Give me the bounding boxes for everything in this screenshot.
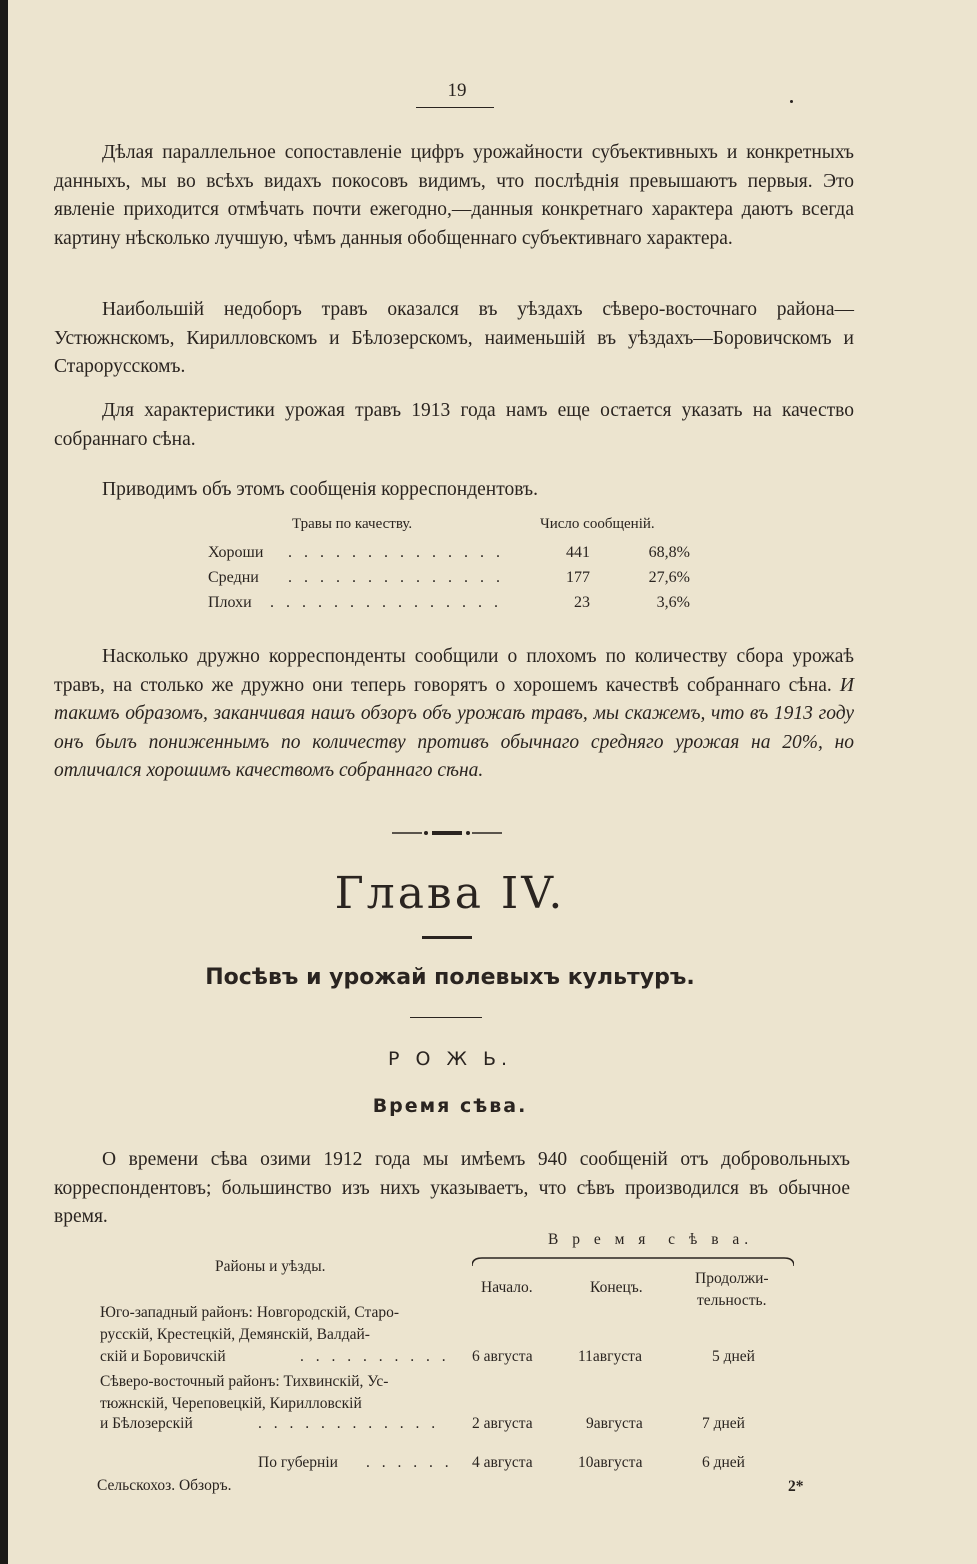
col-duration-header-1: Продолжи- bbox=[695, 1270, 769, 1287]
region-line-3: скій и Боровичскій bbox=[100, 1348, 226, 1365]
paragraph-4: Приводимъ объ этомъ сообщенія корреспондентовъ. bbox=[102, 479, 538, 500]
sowing-duration: 6 дней bbox=[702, 1454, 745, 1471]
leader-dots: . . . . . . . . . . bbox=[300, 1348, 450, 1365]
region-total: По губерніи bbox=[258, 1454, 338, 1471]
col-end-header: Конецъ. bbox=[590, 1279, 643, 1296]
chapter-title: Глава IV. bbox=[334, 868, 566, 919]
sowing-start: 6 августа bbox=[472, 1348, 533, 1365]
subsection-title: Время сѣва. bbox=[372, 1095, 528, 1117]
quality-count: 23 bbox=[574, 594, 590, 611]
quality-row bbox=[208, 544, 708, 568]
page-number: 19 bbox=[447, 80, 467, 101]
leader-dots: . . . . . . . . . . . . bbox=[258, 1415, 440, 1432]
quality-count: 177 bbox=[566, 569, 590, 586]
region-line-1: Юго-западный районъ: Новгородскій, Старо- bbox=[100, 1304, 400, 1321]
group-brace bbox=[472, 1254, 794, 1268]
quality-row bbox=[208, 569, 708, 593]
ornament-divider bbox=[392, 826, 502, 840]
quality-label: Плохи bbox=[208, 594, 252, 611]
paragraph-1: Дѣлая параллельное сопоставленіе цифръ урожайности субъективныхъ и конкретныхъ данныхъ, мы во всѣхъ видахъ покосовъ видимъ, что послѣднія превышаютъ первыя. Это явленіе приходится отмѣчать почти ежегодно,—данныя конкретнаго характера даютъ всегда картину нѣсколько лучшую, чѣмъ данныя обобщеннаго субъективнаго характера. bbox=[54, 142, 854, 249]
quality-label: Хороши bbox=[208, 544, 264, 561]
region-line-3: и Бѣлозерскій bbox=[100, 1415, 193, 1432]
col-start-header: Начало. bbox=[481, 1279, 533, 1296]
chapter-rule bbox=[422, 936, 472, 939]
page-number-rule bbox=[416, 107, 494, 108]
leader-dots: . . . . . . . . . . . . . . bbox=[288, 569, 504, 586]
footer-title: Сельскохоз. Обзоръ. bbox=[97, 1477, 232, 1494]
paragraph-5-plain: Насколько дружно корреспонденты сообщили о плохомъ по количеству сбора урожаѣ травъ, на столько же дружно они теперь говорятъ о хорошемъ качествѣ собраннаго сѣна. bbox=[54, 646, 854, 696]
col-duration-header-2: тельность. bbox=[697, 1292, 767, 1309]
quality-count: 441 bbox=[566, 544, 590, 561]
quality-pct: 68,8% bbox=[648, 544, 690, 561]
quality-pct: 3,6% bbox=[656, 594, 690, 611]
signature-mark: 2* bbox=[788, 1478, 804, 1495]
paragraph-5-italic: И такимъ образомъ, заканчивая нашъ обзоръ объ урожаѣ травъ, мы скажемъ, что въ 1913 году онъ былъ пониженнымъ по количеству противъ обычнаго средняго урожая на 20%, но отличался хорошимъ качествомъ собраннаго сѣна. bbox=[54, 674, 854, 781]
leader-dots: . . . . . . bbox=[366, 1454, 453, 1471]
region-line-2: русскій, Крестецкій, Демянскій, Валдай- bbox=[100, 1326, 370, 1343]
paragraph-3: Для характеристики урожая травъ 1913 года намъ еще остается указать на качество собраннаго сѣна. bbox=[54, 400, 854, 450]
scan-binding-edge bbox=[0, 0, 8, 1564]
region-line-1: Сѣверо-восточный районъ: Тихвинскій, Ус- bbox=[100, 1373, 389, 1390]
sowing-start: 2 августа bbox=[472, 1415, 533, 1432]
sowing-duration: 7 дней bbox=[702, 1415, 745, 1432]
sowing-end: 9августа bbox=[586, 1415, 643, 1432]
quality-row bbox=[208, 594, 708, 618]
quality-pct: 27,6% bbox=[648, 569, 690, 586]
sowing-group-header: В р е м я с ѣ в а. bbox=[548, 1231, 754, 1248]
leader-dots: . . . . . . . . . . . . . . . bbox=[270, 594, 502, 611]
sowing-end: 11августа bbox=[578, 1348, 642, 1365]
quality-table-header-2: Число сообщеній. bbox=[540, 516, 655, 532]
col-regions-header: Районы и уѣзды. bbox=[215, 1258, 326, 1275]
crop-heading: Р О Ж Ь. bbox=[387, 1048, 513, 1070]
sowing-end: 10августа bbox=[578, 1454, 643, 1471]
leader-dots: . . . . . . . . . . . . . . bbox=[288, 544, 504, 561]
section-rule bbox=[410, 1017, 482, 1018]
paragraph-6: О времени сѣва озими 1912 года мы имѣемъ 940 сообщеній отъ добровольныхъ корреспондентовъ; большинство изъ нихъ указываетъ, что сѣвъ производился въ обычное время. bbox=[54, 1149, 850, 1227]
paragraph-5 bbox=[54, 643, 854, 786]
section-title: Посѣвъ и урожай полевыхъ культуръ. bbox=[205, 965, 695, 990]
quality-table-header-1: Травы по качеству. bbox=[292, 516, 413, 532]
sowing-duration: 5 дней bbox=[712, 1348, 755, 1365]
print-speck bbox=[790, 100, 793, 103]
region-line-2: тюжнскій, Череповецкій, Кирилловскій bbox=[100, 1395, 362, 1412]
sowing-start: 4 августа bbox=[472, 1454, 533, 1471]
quality-label: Средни bbox=[208, 569, 259, 586]
paragraph-2: Наибольшій недоборъ травъ оказался въ уѣздахъ сѣверо-восточнаго района—Устюжнскомъ, Кирилловскомъ и Бѣлозерскомъ, наименьшій въ уѣздахъ—Боровичскомъ и Старорусскомъ. bbox=[54, 299, 854, 377]
